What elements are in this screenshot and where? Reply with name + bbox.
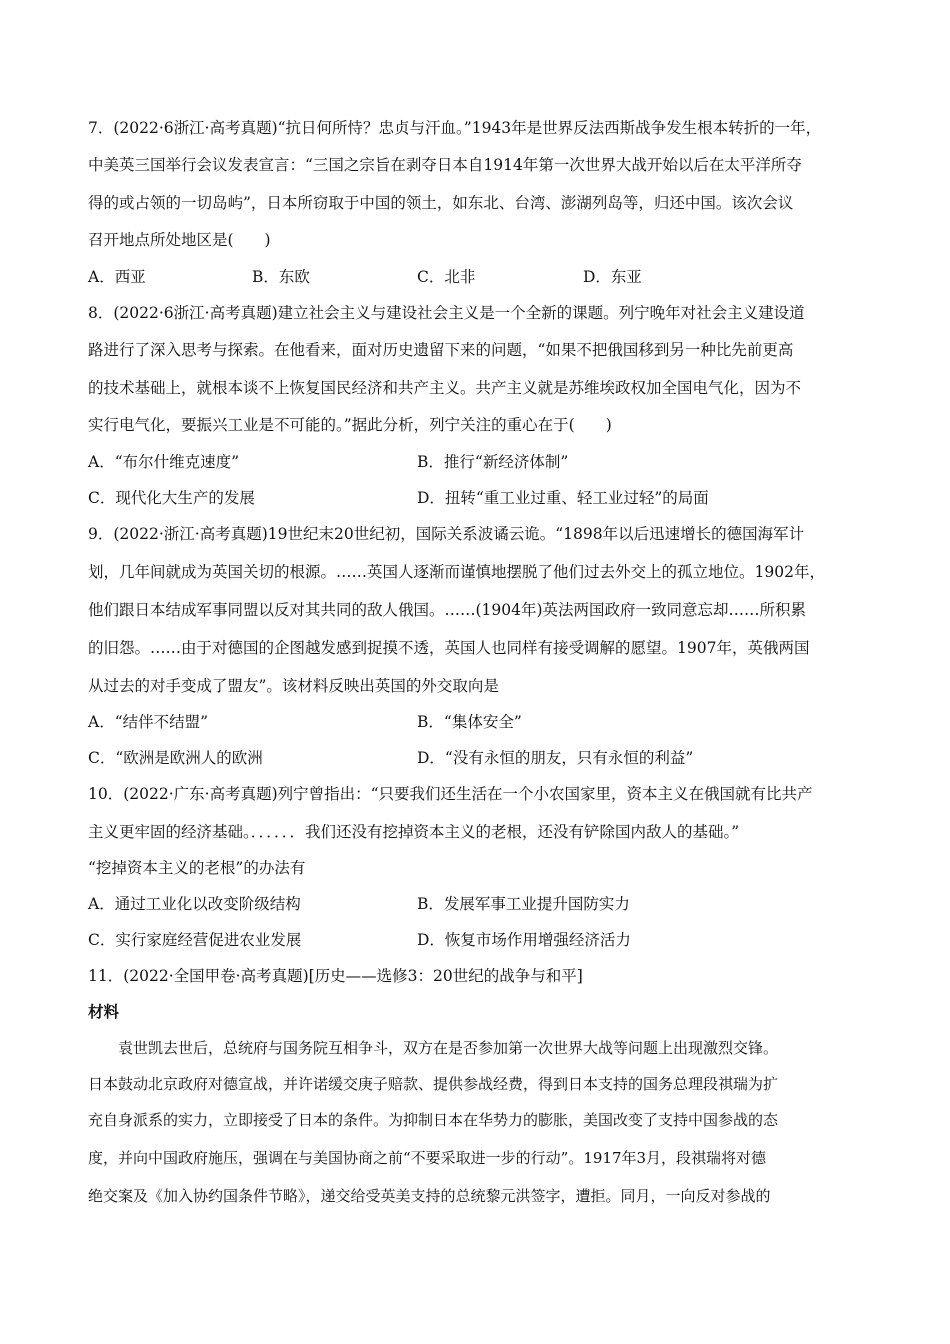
q9-line-4: 的旧怨。……由于对德国的企图越发感到捉摸不透，英国人也同样有接受调解的愿望。1907年，英俄两国 [88,639,810,657]
q8-option-b: B．推行“新经济体制” [417,453,569,471]
q10-option-c: C．实行家庭经营促进农业发展 [88,931,302,949]
material-line-2: 日本鼓动北京政府对德宣战，并许诺缓交庚子赔款、提供参战经费，得到日本支持的国务总理段祺瑞为扩 [88,1075,779,1093]
material-heading: 材料 [88,1002,120,1021]
q8-option-d: D．扭转“重工业过重、轻工业过轻”的局面 [417,489,709,507]
q11-line-1: 11．(2022·全国甲卷·高考真题)[历史——选修3：20世纪的战争与和平] [88,967,583,985]
q8-option-c: C．现代化大生产的发展 [88,489,255,507]
q9-option-a: A．“结伴不结盟” [88,713,209,731]
q10-line-1: 10．(2022·广东·高考真题)列宁曾指出：“只要我们还生活在一个小农国家里，资本主义在俄国就有比共产 [88,785,813,803]
q7-line-2: 中美英三国举行会议发表宣言：“三国之宗旨在剥夺日本自1914年第一次世界大战开始以后在太平洋所夺 [88,156,802,174]
q9-option-d: D．“没有永恒的朋友，只有永恒的利益” [417,749,694,767]
q7-line-4: 召开地点所处地区是( ) [88,231,271,249]
q9-line-1: 9．(2022·浙江·高考真题)19世纪末20世纪初，国际关系波谲云诡。“1898年以后迅速增长的德国海军计 [88,525,805,543]
q7-option-c: C．北非 [417,268,476,286]
q8-line-3: 的技术基础上，就根本谈不上恢复国民经济和共产主义。共产主义就是苏维埃政权加全国电气化，因为不 [88,379,802,397]
material-line-5: 绝交案及《加入协约国条件节略》，递交给受英美支持的总统黎元洪签字，遭拒。同月，一向反对参战的 [88,1187,771,1205]
q8-line-4: 实行电气化，要振兴工业是不可能的。”据此分析，列宁关注的重心在于( ) [88,416,612,434]
q7-option-b: B．东欧 [252,268,310,286]
q9-line-3: 他们跟日本结成军事同盟以反对其共同的敌人俄国。……(1904年)英法两国政府一致同意忘却……所积累 [88,601,807,619]
q9-option-c: C．“欧洲是欧洲人的欧洲 [88,749,263,767]
q9-line-2: 划，几年间就成为英国关切的根源。……英国人逐渐而谨慎地摆脱了他们过去外交上的孤立地位。1902年， [88,563,825,581]
q9-option-b: B．“集体安全” [417,713,522,731]
q8-option-a: A．“布尔什维克速度” [88,453,240,471]
material-line-3: 充自身派系的实力，立即接受了日本的条件。为抑制日本在华势力的膨胀，美国改变了支持中国参战的态 [88,1111,779,1129]
q8-line-1: 8．(2022·6浙江·高考真题)建立社会主义与建设社会主义是一个全新的课题。列宁晚年对社会主义建设道 [88,304,805,322]
q7-option-a: A．西亚 [88,268,146,286]
q10-line-3: “挖掉资本主义的老根”的办法有 [88,859,306,877]
q9-line-5: 从过去的对手变成了盟友”。该材料反映出英国的外交取向是 [88,677,499,695]
q7-line-3: 得的或占领的一切岛屿”，日本所窃取于中国的领土，如东北、台湾、澎湖列岛等，归还中国。该次会议 [88,194,794,212]
material-line-1: 袁世凯去世后，总统府与国务院互相争斗，双方在是否参加第一次世界大战等问题上出现激烈交锋。 [118,1039,779,1057]
q7-line-1: 7．(2022·6浙江·高考真题)“抗日何所恃？忠贞与汗血。”1943年是世界反法西斯战争发生根本转折的一年， [88,119,822,137]
q7-option-d: D．东亚 [583,268,642,286]
q10-option-a: A．通过工业化以改变阶级结构 [88,895,301,913]
material-line-4: 度，并向中国政府施压，强调在与美国协商之前“不要采取进一步的行动”。1917年3月，段祺瑞将对德 [88,1149,767,1167]
q10-line-2: 主义更牢固的经济基础。．．．．．．我们还没有挖掉资本主义的老根，还没有铲除国内敌人的基础。” [88,823,740,841]
q10-option-d: D．恢复市场作用增强经济活力 [417,931,631,949]
q10-option-b: B．发展军事工业提升国防实力 [417,895,630,913]
q8-line-2: 路进行了深入思考与探索。在他看来，面对历史遗留下来的问题，“如果不把俄国移到另一种比先前更高 [88,341,794,359]
